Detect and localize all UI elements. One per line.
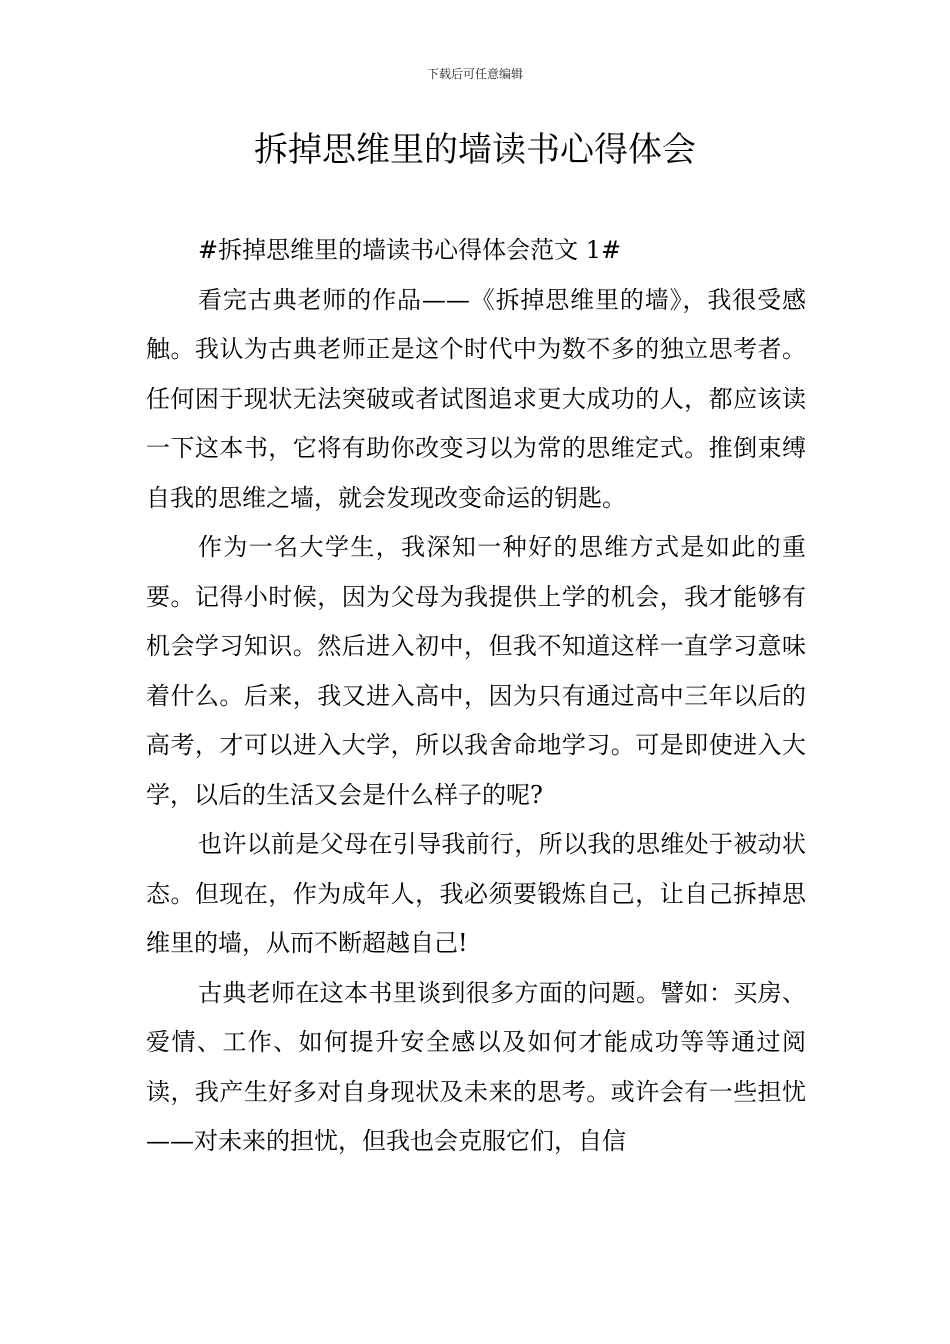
document-body [146,226,806,1167]
paragraph: 古典老师在这本书里谈到很多方面的问题。譬如：买房、爱情、工作、如何提升安全感以及如何才能成功等等通过阅读，我产生好多对自身现状及未来的思考。或许会有一些担忧——对未来的担忧，但我也会克服它们，自信 [146,978,806,1155]
section-heading: #拆掉思维里的墙读书心得体会范文 1# [198,236,622,264]
header-note: 下载后可任意编辑 [426,67,523,81]
paragraph: 作为一名大学生，我深知一种好的思维方式是如此的重要。记得小时候，因为父母为我提供上学的机会，我才能够有机会学习知识。然后进入初中，但我不知道这样一直学习意味着什么。后来，我又进入高中，因为只有通过高中三年以后的高考，才可以进入大学，所以我舍命地学习。可是即使进入大学，以后的生活又会是什么样子的呢? [146,533,806,809]
paragraph: 也许以前是父母在引导我前行，所以我的思维处于被动状态。但现在，作为成年人，我必须要锻炼自己，让自己拆掉思维里的墙，从而不断超越自己! [146,830,806,957]
paragraph: 看完古典老师的作品——《拆掉思维里的墙》，我很受感触。我认为古典老师正是这个时代中为数不多的独立思考者。任何困于现状无法突破或者试图追求更大成功的人，都应该读一下这本书，它将有助你改变习以为常的思维定式。推倒束缚自我的思维之墙，就会发现改变命运的钥匙。 [146,285,806,512]
document-title: 拆掉思维里的墙读书心得体会 [254,130,696,170]
